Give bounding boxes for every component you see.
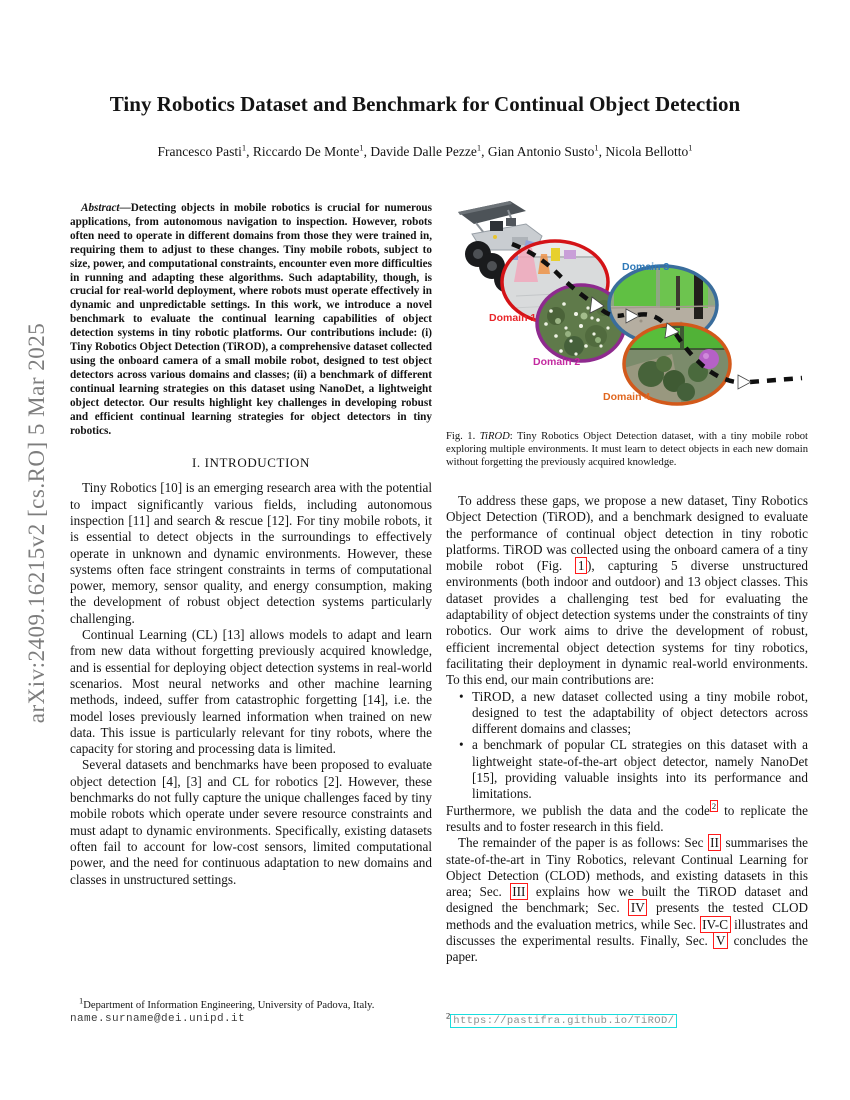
ref-sec5-link[interactable]: V	[713, 932, 728, 949]
paper-authors	[0, 144, 850, 160]
text-segment: Francesco Pasti	[157, 144, 242, 159]
intro-paragraph-1: Tiny Robotics [10] is an emerging research area with the potential to impact significantly various fields, including autonomous inspection [11] and search & rescue [12]. For tiny mobile robots, it is essential to detect objects in the surroundings to effectively operate in unknown and dynamic environments. However, these systems often face stringent constraints in terms of computational power, memory, sensor quality, and energy consumption, making the development of robust object detection systems particularly challenging.	[70, 480, 432, 626]
ref-fig1-link[interactable]: 1	[575, 557, 587, 574]
text-segment: 1	[594, 142, 599, 153]
ref-sec4c-link[interactable]: IV-C	[700, 916, 731, 933]
domain-4-label: Domain 4	[603, 391, 651, 403]
text-segment: ), capturing 5 diverse unstructured environments (both indoor and outdoor) and 13 object classes. This dataset provides a challenging test bed for evaluating the adaptability of object detection systems under the constraints of tiny robotics. Our work aims to drive the development of robust, efficient incremental object detection systems for tiny robotics, facilitating their deployment in dynamic real-world environments. To this end, our main contributions are:	[446, 558, 808, 688]
text-segment: 1	[359, 142, 364, 153]
intro-paragraph-2: Continual Learning (CL) [13] allows models to adapt and learn from new data without forgetting previously acquired knowledge, and is essential for deploying object detection systems in real-world scenarios. Most neural networks and other machine learning methods, indeed, suffer from catastrophic forgetting [14], i.e. the model loses previously learned information when trained on new data. This issue is particularly relevant for tiny robots, where the capacity for storing and processing data is limited.	[70, 627, 432, 757]
arxiv-sidebar-label: arXiv:2409.16215v2 [cs.RO] 5 Mar 2025	[24, 322, 49, 724]
section-heading-introduction: I. INTRODUCTION	[191, 455, 311, 471]
left-column	[70, 202, 432, 1026]
contribution-item-1: • TiROD, a new dataset collected using a tiny mobile robot, designed to test the adaptability of object detectors across different domains and classes;	[472, 689, 808, 738]
ref-sec4-link[interactable]: IV	[628, 899, 647, 916]
text-segment: summarises the state-of-the-art in Tiny Robotics, relevant Continual Learning for Object Detection (CLOD) methods, and existing datasets in this area; Sec.	[446, 835, 808, 900]
ref-sec2-link[interactable]: II	[708, 834, 722, 851]
text-segment: concludes the paper.	[446, 933, 809, 965]
furthermore-paragraph	[446, 803, 808, 836]
text-segment: , Riccardo De Monte	[246, 144, 360, 159]
text-segment: 1	[476, 142, 482, 153]
contributions-list	[446, 689, 808, 803]
domain-1-label: Domain 1	[489, 312, 537, 324]
text-segment: Furthermore, we publish the data and the code	[446, 802, 710, 818]
text-segment: Fig. 1.	[446, 431, 480, 442]
text-segment: To address these gaps, we propose a new dataset, Tiny Robotics Object Detection (TiROD), and a benchmark designed to evaluate the performance of continual object detection in tiny robotic platforms. TiROD was collected using the onboard camera of a tiny mobile robot (Fig.	[446, 493, 808, 574]
footnote-2-link[interactable]: 2	[711, 801, 717, 812]
text-segment: illustrates and discusses the experimental results. Finally, Sec.	[446, 916, 808, 949]
remainder-paragraph	[446, 835, 808, 965]
footnote-1-marker: 1	[79, 995, 84, 1006]
figure-1-tirod-illustration	[446, 196, 806, 420]
affiliation-footnote	[70, 995, 432, 1026]
contact-email: name.surname@dei.unipd.it	[70, 1012, 246, 1025]
affiliation-text: Department of Information Engineering, University of Padova, Italy.	[83, 1000, 375, 1011]
domain-2-label: Domain 2	[533, 356, 581, 368]
text-segment: , Gian Antonio Susto	[481, 144, 595, 159]
intro-paragraph-3: Several datasets and benchmarks have been proposed to evaluate object detection [4], [3] and CL for robotics [2]. However, these benchmarks do not fully capture the unique challenges faced by tiny mobile robots which operate under severe resource constraints and must adapt to dynamic environments. Specifically, existing datasets often fail to account for low-cost sensors, limited computational power, and the need for continuous adaptation to new domains and classes in unstructured settings.	[70, 757, 432, 887]
text-segment: The remainder of the paper is as follows: Sec	[458, 835, 708, 851]
right-column	[446, 196, 808, 1032]
paper-title: Tiny Robotics Dataset and Benchmark for Continual Object Detection	[109, 92, 741, 116]
tirod-url-link[interactable]: https://pastifra.github.io/TiROD/	[450, 1014, 677, 1028]
footnote-2-marker: 2	[446, 1009, 451, 1020]
right-paragraph-1	[446, 493, 808, 689]
text-segment: —Detecting objects in mobile robotics is crucial for numerous applications, from autonomous navigation to inspection. However, robots often need to operate in different domains from those they were trained in, requiring them to adjust to these changes. Tiny mobile robots, subject to size, power, and computational constraints, encounter even more difficulties in running and adapting these algorithms. Such adaptability, though, is crucial for real-world deployment, where robots must operate effectively in dynamic and unpredictable settings. In this work, we introduce a novel benchmark to evaluate the continual learning capabilities of object detection systems in tiny robotic platforms. Our contributions include: (i) Tiny Robotics Object Detection (TiROD), a comprehensive dataset collected using the onboard camera of a small mobile robot, designed to test object detectors across various domains and classes; (ii) a benchmark of different continual learning strategies on this dataset using NanoDet, a lightweight object detector. Our results highlight key challenges in developing robust and efficient continual learning strategies for object detectors in tiny robotics.	[70, 202, 432, 437]
text-segment: TiROD	[479, 431, 510, 442]
text-segment: : Tiny Robotics Object Detection dataset, with a tiny mobile robot exploring multiple environments. It must learn to detect objects in each new domain without forgetting the previously acquired knowledge.	[446, 431, 808, 468]
contribution-item-2: • a benchmark of popular CL strategies on this dataset with a lightweight state-of-the-art object detector, namely NanoDet [15], providing valuable insights into its performance and limitations.	[472, 737, 808, 802]
text-segment: 1	[241, 142, 247, 153]
text-segment: Abstract	[81, 202, 120, 214]
text-segment: explains how we built the TiROD dataset and designed the benchmark; Sec.	[446, 884, 809, 916]
text-segment: 1	[688, 142, 693, 153]
ref-sec3-link[interactable]: III	[510, 883, 528, 900]
abstract-paragraph	[70, 202, 432, 438]
figure-1-block	[446, 196, 808, 469]
domain-3-label: Domain 3	[622, 261, 670, 273]
text-segment: , Davide Dalle Pezze	[363, 144, 477, 159]
text-segment: , Nicola Bellotto	[598, 144, 689, 159]
figure-1-caption	[446, 430, 808, 469]
text-segment: presents the tested CLOD methods and the evaluation metrics, while Sec.	[446, 900, 809, 932]
url-footnote	[446, 1009, 808, 1029]
text-segment: to replicate the results and to foster research in this field.	[446, 802, 808, 834]
